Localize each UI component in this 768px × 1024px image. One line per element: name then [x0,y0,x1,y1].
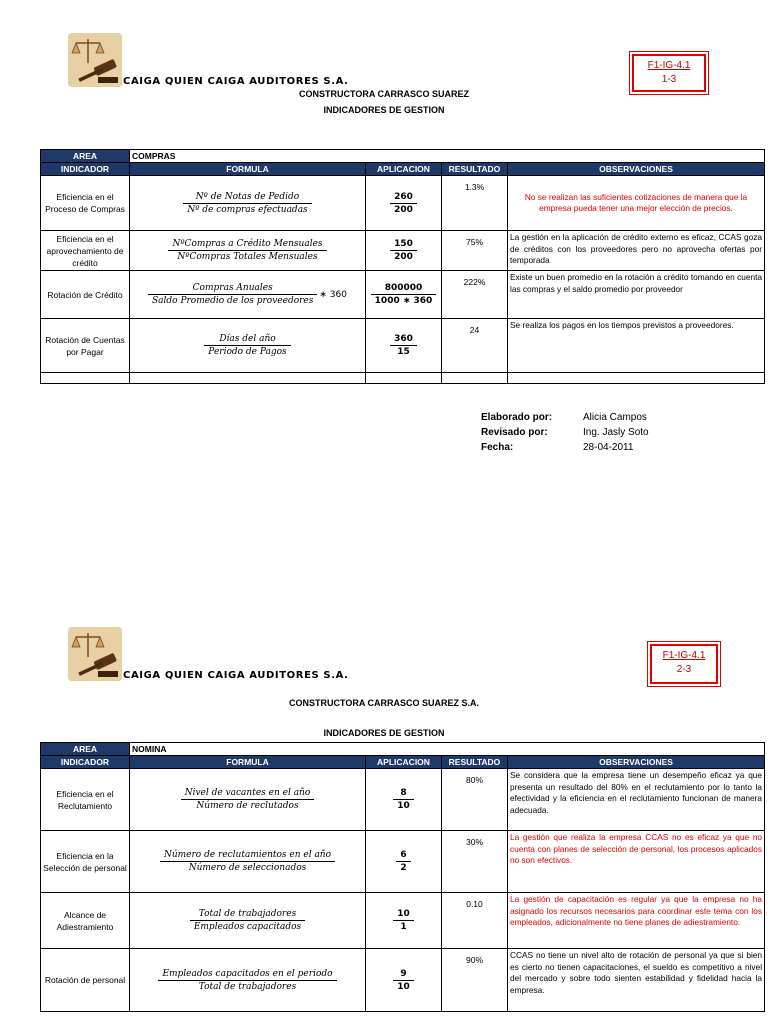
application-denominator: 1000 ∗ 360 [374,296,433,306]
application-cell [366,949,442,1012]
col-header-observaciones: OBSERVACIONES [508,756,765,769]
table-row [41,893,765,949]
formula-denominator: Total de trabajadores [198,981,297,992]
col-header-aplicacion: APLICACION [366,756,442,769]
formula-cell [130,949,366,1012]
observation-text: La gestión de capacitación es regular ya que la empresa no ha asignado los recursos necesarios para coordinar este tema con los empleados, adicionalmente no tiene planes de adiestramiento. [508,893,765,949]
observation-text: No se realizan las suficientes cotizaciones de manera que la empresa pueda tener una mejor elección de precios. [508,176,765,231]
reviewed-by-label: Revisado por: [481,427,548,438]
formula-cell [130,319,366,373]
area-label: AREA [41,150,130,163]
prepared-by-label: Elaborado por: [481,412,553,423]
logo-image [68,33,122,87]
table-row [41,231,765,271]
indicator-name: Alcance de Adiestramiento [41,893,130,949]
table-row [41,769,765,831]
formula-numerator: Número de reclutamientos en el año [160,850,335,862]
area-value: COMPRAS [130,150,765,163]
formula-denominator: Periodo de Pagos [208,347,287,357]
table-row [41,949,765,1012]
empty-row [41,373,765,384]
col-header-formula: FORMULA [130,163,366,176]
col-header-resultado: RESULTADO [442,756,508,769]
indicator-name: Rotación de Crédito [41,271,130,319]
observation-text: Se considera que la empresa tiene un desempeño eficaz ya que presenta un resultado del 80% en el reclutamiento por lo tanto la efectividad y la eficiencia en el reclutamiento funcionan de manera adecuada. [508,769,765,831]
form-code-ref: F1-IG-4.1 [647,60,691,71]
result-value: 1.3% [442,176,508,231]
col-header-aplicacion: APLICACION [366,163,442,176]
form-code-box [650,644,718,684]
form-code-ref: F1-IG-4.1 [662,650,706,661]
indicator-name: Eficiencia en el Reclutamiento [41,769,130,831]
formula-multiplier: ∗ 360 [319,289,347,300]
observation-text: Existe un buen promedio en la rotación a crédito tomando en cuenta las compras y el saldo promedio por proveedor [508,271,765,319]
formula-numerator: Días del año [204,334,290,346]
area-value: NOMINA [130,743,765,756]
form-code-box [632,54,706,92]
indicator-name: Eficiencia en la Selección de personal [41,831,130,893]
application-cell [366,176,442,231]
document-title: INDICADORES DE GESTION [323,728,445,738]
observation-text: CCAS no tiene un nivel alto de rotación de personal ya que si bien es cierto no tienen capacitaciones, el sueldo es competitivo a nivel del mercado y sobre todo sienten estabilidad y fidelidad hacia la empresa. [508,949,765,1012]
form-code-page: 2-3 [676,664,692,675]
formula-cell [130,176,366,231]
client-name: CONSTRUCTORA CARRASCO SUAREZ S.A. [288,698,479,708]
application-numerator: 10 [393,909,414,921]
indicator-name: Eficiencia en el Proceso de Compras [41,176,130,231]
formula-numerator: Total de trabajadores [190,909,305,921]
table-row [41,176,765,231]
col-header-observaciones: OBSERVACIONES [508,163,765,176]
application-denominator: 15 [397,347,410,357]
indicators-table-nomina [40,742,765,1012]
application-cell [366,231,442,271]
formula-denominator: Saldo Promedio de los proveedores [152,296,314,306]
result-value: 24 [442,319,508,373]
application-cell [366,769,442,831]
application-cell [366,271,442,319]
formula-numerator: Nivel de vacantes en el año [181,788,315,800]
formula-cell [130,893,366,949]
date-value: 28-04-2011 [583,442,634,453]
result-value: 222% [442,271,508,319]
indicator-name: Eficiencia en el aprovechamiento de crédito [41,231,130,271]
table-row [41,319,765,373]
indicators-table-compras [40,149,765,384]
application-denominator: 200 [394,204,413,215]
formula-numerator: Empleados capacitados en el periodo [158,969,336,981]
application-cell [366,893,442,949]
logo-image [68,627,122,681]
application-numerator: 6 [396,850,410,862]
col-header-formula: FORMULA [130,756,366,769]
formula-cell [130,769,366,831]
prepared-by-value: Alicia Campos [583,412,647,423]
formula-denominator: Número de reclutados [196,801,299,811]
table-row [41,831,765,893]
reviewed-by-value: Ing. Jasly Soto [583,427,649,438]
application-denominator: 10 [397,981,410,992]
indicator-name: Rotación de personal [41,949,130,1012]
col-header-resultado: RESULTADO [442,163,508,176]
application-numerator: 800000 [371,283,437,295]
observation-text: La gestión en la aplicación de crédito externo es eficaz, CCAS goza de créditos con los proveedores pero no aprovecha ofertas por temporada [508,231,765,271]
application-denominator: 10 [397,801,410,811]
formula-denominator: Nº de compras efectuadas [187,204,308,215]
company-name: CAIGA QUIEN CAIGA AUDITORES S.A. [123,76,349,87]
gavel-scales-icon [68,627,122,681]
application-denominator: 1 [400,922,407,932]
application-cell [366,831,442,893]
formula-cell [130,831,366,893]
application-denominator: 200 [394,252,413,262]
application-numerator: 8 [393,788,414,800]
date-label: Fecha: [481,442,514,453]
client-name: CONSTRUCTORA CARRASCO SUAREZ [298,89,469,99]
application-numerator: 260 [390,192,417,204]
application-numerator: 360 [390,334,417,346]
company-name: CAIGA QUIEN CAIGA AUDITORES S.A. [123,670,349,681]
result-value: 90% [442,949,508,1012]
formula-numerator: NºCompras a Crédito Mensuales [168,239,326,251]
table-row [41,271,765,319]
result-value: 80% [442,769,508,831]
observation-text: La gestión que realiza la empresa CCAS no es eficaz ya que no cuenta con planes de selección de personal, los procesos aplicados no son efectivos. [508,831,765,893]
formula-denominator: Número de seleccionados [188,863,307,873]
area-label: AREA [41,743,130,756]
formula-numerator: Nº de Notas de Pedido [183,192,311,204]
formula-cell [130,271,366,319]
formula-numerator: Compras Anuales [148,283,317,295]
indicator-name: Rotación de Cuentas por Pagar [41,319,130,373]
gavel-scales-icon [68,33,122,87]
application-numerator: 150 [390,239,417,251]
signature-block [481,412,741,460]
document-title: INDICADORES DE GESTION [323,105,445,115]
formula-cell [130,231,366,271]
col-header-indicador: INDICADOR [41,163,130,176]
result-value: 0.10 [442,893,508,949]
formula-denominator: Empleados capacitados [193,922,302,932]
result-value: 30% [442,831,508,893]
application-numerator: 9 [393,969,414,981]
application-denominator: 2 [400,863,407,873]
application-cell [366,319,442,373]
col-header-indicador: INDICADOR [41,756,130,769]
formula-denominator: NºCompras Totales Mensuales [177,252,318,262]
form-code-page: 1-3 [661,74,677,85]
observation-text: Se realiza los pagos en los tiempos previstos a proveedores. [508,319,765,373]
result-value: 75% [442,231,508,271]
